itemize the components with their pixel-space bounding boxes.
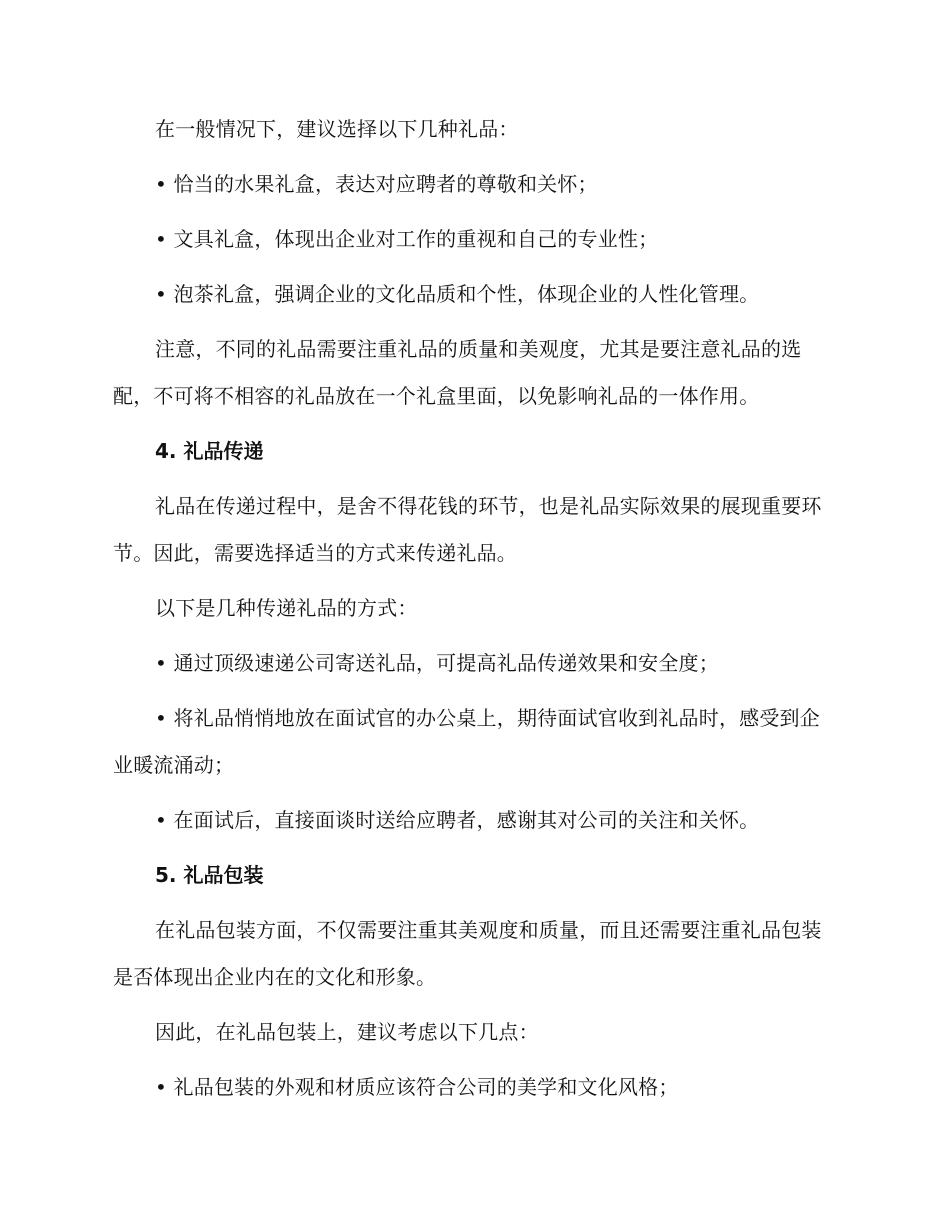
section-heading-gift-delivery: 4. 礼品传递: [155, 439, 264, 463]
paragraph-intro-gift-choice: 在一般情况下，建议选择以下几种礼品：: [155, 117, 519, 141]
document-body: [113, 106, 829, 1119]
bullet-in-person-delivery: • 在面试后，直接面谈时送给应聘者，感谢其对公司的关注和关怀。: [155, 808, 760, 832]
bullet-tea-gift-box: • 泡茶礼盒，强调企业的文化品质和个性，体现企业的人性化管理。: [155, 282, 760, 306]
bullet-stationery-gift-box: • 文具礼盒，体现出企业对工作的重视和自己的专业性；: [155, 227, 659, 251]
bullet-desk-placement: • 将礼品悄悄地放在面试官的办公桌上，期待面试官收到礼品时，感受到企业暖流涌动；: [113, 706, 820, 777]
bullet-packaging-style: • 礼品包装的外观和材质应该符合公司的美学和文化风格；: [155, 1075, 679, 1099]
section-heading-gift-packaging: 5. 礼品包装: [155, 863, 264, 887]
paragraph-packaging-points-lead: 因此，在礼品包装上，建议考虑以下几点：: [155, 1020, 539, 1044]
bullet-courier-delivery: • 通过顶级速递公司寄送礼品，可提高礼品传递效果和安全度；: [155, 651, 719, 675]
paragraph-delivery-methods-lead: 以下是几种传递礼品的方式：: [155, 596, 418, 620]
bullet-fruit-gift-box: • 恰当的水果礼盒，表达对应聘者的尊敬和关怀；: [155, 172, 598, 196]
paragraph-packaging-intro: 在礼品包装方面，不仅需要注重其美观度和质量，而且还需要注重礼品包装是否体现出企业内在的文化和形象。: [113, 918, 822, 989]
paragraph-gift-quality-note: 注意，不同的礼品需要注重礼品的质量和美观度，尤其是要注意礼品的选配，不可将不相容的礼品放在一个礼盒里面，以免影响礼品的一体作用。: [113, 337, 802, 408]
paragraph-gift-delivery-intro: 礼品在传递过程中，是舍不得花钱的环节，也是礼品实际效果的展现重要环节。因此，需要选择适当的方式来传递礼品。: [113, 494, 822, 565]
